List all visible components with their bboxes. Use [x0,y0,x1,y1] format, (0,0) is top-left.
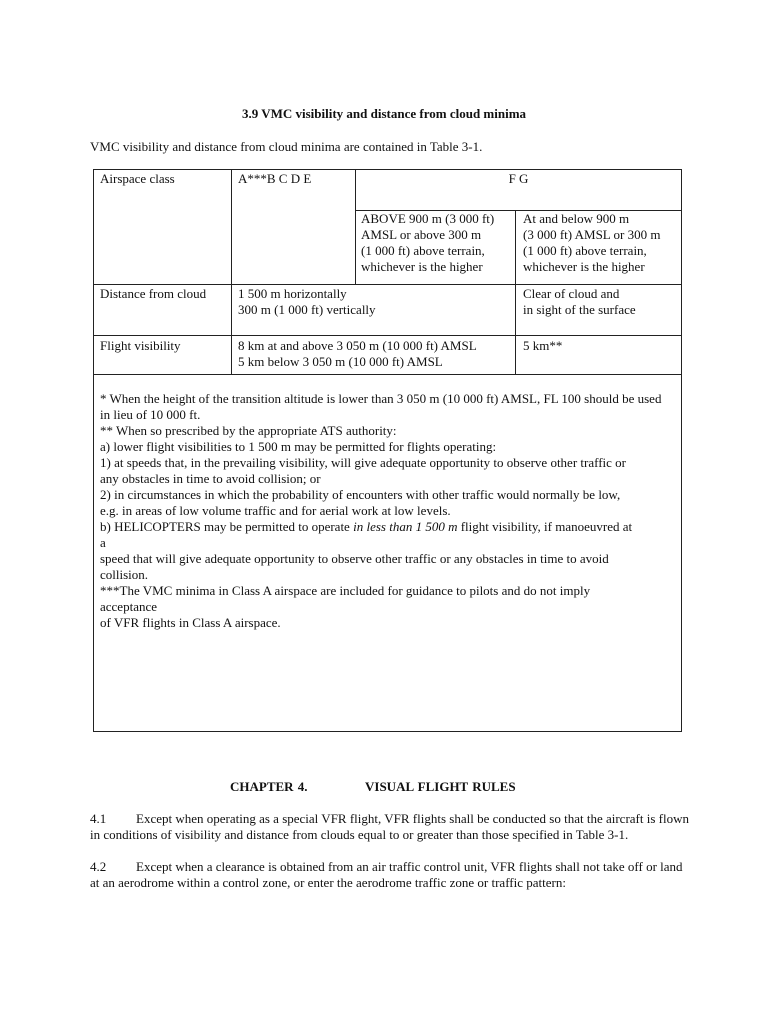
paragraph-number: 4.2 [90,859,107,874]
note-line-helicopters [100,519,678,535]
note-line: acceptance [100,599,158,614]
note-line: a) lower flight visibilities to 1 500 m may be permitted for flights operating: [100,439,497,454]
note-line: * When the height of the transition altitude is lower than 3 050 m (10 000 ft) AMSL, FL 100 should be used [100,391,662,406]
note-line: any obstacles in time to avoid collision; or [100,471,321,486]
note-text: b) HELICOPTERS may be permitted to operate [100,519,354,534]
table-notes [100,391,678,631]
note-line: in lieu of 10 000 ft. [100,407,201,422]
table-row-cloud-fg-below: Clear of cloud and in sight of the surface [523,286,636,317]
note-line: ***The VMC minima in Class A airspace are included for guidance to pilots and do not imply [100,583,591,598]
paragraph-text: Except when a clearance is obtained from an air traffic control unit, VFR flights shall not take off or land at an aerodrome within a control zone, or enter the aerodrome traffic zone or traffic pattern: [90,859,683,890]
note-line: collision. [100,567,149,582]
table-row-cloud-label: Distance from cloud [100,286,207,301]
chapter-number: CHAPTER 4. [230,779,308,794]
note-line: ** When so prescribed by the appropriate ATS authority: [100,423,397,438]
table-row-cloud-abcde: 1 500 m horizontally 300 m (1 000 ft) vertically [238,286,376,317]
paragraph-4-1 [90,811,690,843]
note-line: 1) at speeds that, in the prevailing visibility, will give adequate opportunity to observe other traffic or [100,455,627,470]
table-border-top [93,169,682,170]
note-line: of VFR flights in Class A airspace. [100,615,281,630]
table-line [93,284,682,285]
table-row-visibility-label: Flight visibility [100,338,181,353]
table-line [231,169,232,375]
note-line: a [100,535,106,550]
note-emphasis: in less than 1 500 m [353,519,458,534]
table-border-left [93,169,94,732]
table-border-right [681,169,682,732]
paragraph-text: Except when operating as a special VFR flight, VFR flights shall be conducted so that the aircraft is flown in conditions of visibility and distance from clouds equal to or greater than those specified in Table 3-1. [90,811,689,842]
table-header-airspace-class: Airspace class [100,171,175,186]
table-subheader-below: At and below 900 m (3 000 ft) AMSL or 300 m (1 000 ft) above terrain, whichever is the higher [523,211,661,274]
paragraph-4-2 [90,859,690,891]
table-header-fg: F G [508,171,529,186]
note-line: e.g. in areas of low volume traffic and for aerial work at low levels. [100,503,451,518]
section-intro: VMC visibility and distance from cloud minima are contained in Table 3-1. [90,139,483,154]
paragraph-number: 4.1 [90,811,107,826]
table-border-bottom [93,731,682,732]
table-row-visibility-fg-below: 5 km** [523,338,563,353]
table-line [93,335,682,336]
chapter-heading [230,779,516,795]
table-header-abcde: A***B C D E [238,171,312,186]
note-text: flight visibility, if manoeuvred at [457,519,633,534]
chapter-title: VISUAL FLIGHT RULES [365,779,516,794]
note-line: speed that will give adequate opportunity to observe other traffic or any obstacles in time to avoid [100,551,609,566]
table-line [93,374,682,375]
section-title: 3.9 VMC visibility and distance from cloud minima [241,106,527,121]
note-line: 2) in circumstances in which the probability of encounters with other traffic would normally be low, [100,487,621,502]
table-line [515,210,516,375]
table-row-visibility-abcde: 8 km at and above 3 050 m (10 000 ft) AMSL 5 km below 3 050 m (10 000 ft) AMSL [238,338,477,369]
table-subheader-above: ABOVE 900 m (3 000 ft) AMSL or above 300 m (1 000 ft) above terrain, whichever is the higher [361,211,495,274]
